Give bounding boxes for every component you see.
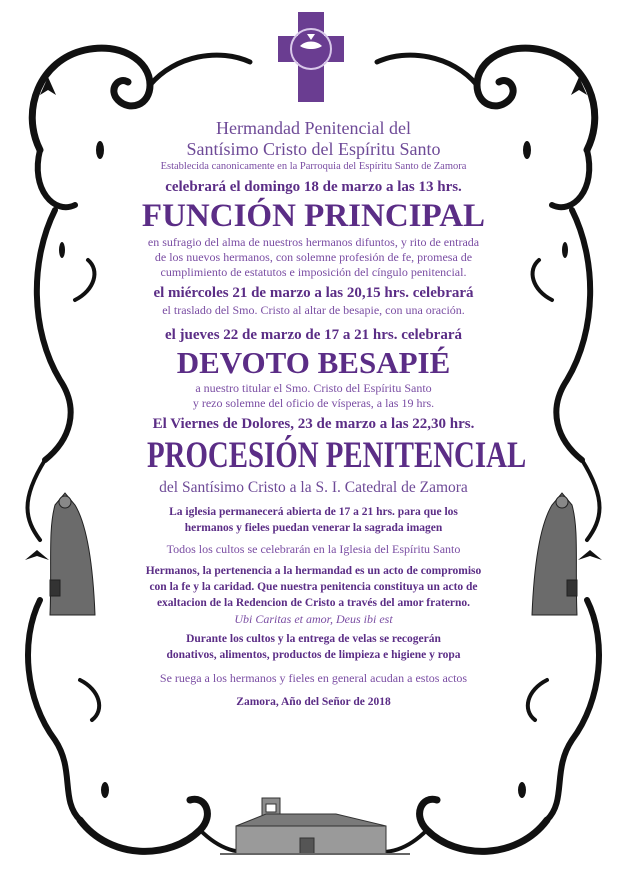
section3-desc-line1: a nuestro titular el Smo. Cristo del Espíritu Santo <box>195 381 432 395</box>
latin-motto: Ubi Caritas et amor, Deus ibi est <box>234 612 393 626</box>
brotherhood-title-line2: Santísimo Cristo del Espíritu Santo <box>186 139 441 159</box>
penitent-figure-icon <box>532 493 577 615</box>
section3-date: el jueves 22 de marzo de 17 a 21 hrs. celebrará <box>164 327 462 343</box>
section1-heading: FUNCIÓN PRINCIPAL <box>141 198 486 234</box>
brothers-message-line1: Hermanos, la pertenencia a la hermandad es un acto de compromiso <box>145 565 482 577</box>
section1-desc-line3: cumplimiento de estatutos e imposición del cíngulo penitencial. <box>160 265 467 279</box>
all-cults-note: Todos los cultos se celebrarán en la Iglesia del Espíritu Santo <box>166 542 461 556</box>
penitent-figure-icon <box>50 493 95 615</box>
section3-desc-line2: y rezo solemne del oficio de vísperas, a las 19 hrs. <box>192 396 435 410</box>
footer-date: Zamora, Año del Señor de 2018 <box>236 696 391 708</box>
brotherhood-subtitle: Establecida canonicamente en la Parroquia del Espíritu Santo de Zamora <box>160 161 467 172</box>
brotherhood-title-line1: Hermandad Penitencial del <box>216 118 411 138</box>
section4-heading: PROCESIÓN PENITENCIAL <box>146 435 527 476</box>
donations-line1: Durante los cultos y la entrega de velas se recogerán <box>186 633 441 645</box>
brothers-message-line3: exaltacion de la Redencion de Cristo a través del amor fraterno. <box>156 597 471 609</box>
section1-desc-line1: en sufragio del alma de nuestros hermanos difuntos, y rito de entrada <box>147 235 480 249</box>
open-hours-line2: hermanos y fieles puedan venerar la sagrada imagen <box>184 522 443 534</box>
section1-date: celebrará el domingo 18 de marzo a las 13 hrs. <box>165 179 462 195</box>
section1-desc-line2: de los nuevos hermanos, con solemne profesión de fe, promesa de <box>154 250 473 264</box>
cross-dove-emblem-icon <box>278 12 344 102</box>
section3-heading: DEVOTO BESAPIÉ <box>176 345 451 380</box>
open-hours-line1: La iglesia permanecerá abierta de 17 a 21 hrs. para que los <box>169 506 458 518</box>
section2-desc: el traslado del Smo. Cristo al altar de besapie, con una oración. <box>162 303 465 317</box>
section4-desc: del Santísimo Cristo a la S. I. Catedral de Zamora <box>159 479 468 496</box>
section2-date: el miércoles 21 de marzo a las 20,15 hrs. celebrará <box>153 285 474 301</box>
attendance-request: Se ruega a los hermanos y fieles en general acudan a estos actos <box>159 671 468 685</box>
poster-text <box>100 118 527 710</box>
section4-date: El Viernes de Dolores, 23 de marzo a las 22,30 hrs. <box>152 416 475 432</box>
donations-line2: donativos, alimentos, productos de limpieza e higiene y ropa <box>166 649 461 661</box>
church-illustration-icon <box>220 798 410 854</box>
brothers-message-line2: con la fe y la caridad. Que nuestra penitencia constituya un acto de <box>149 581 478 593</box>
